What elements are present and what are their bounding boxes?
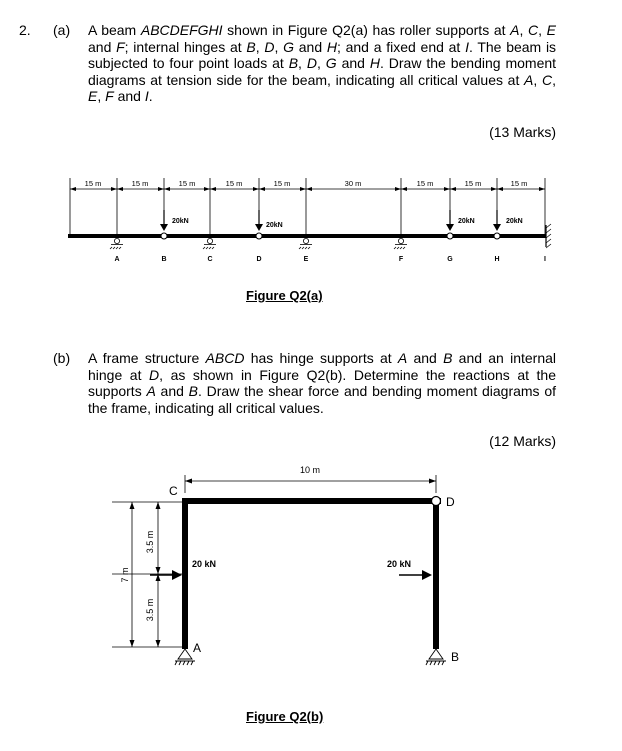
roller-support-a xyxy=(110,238,123,249)
load-arrow-g xyxy=(446,210,454,231)
point-label-i: I xyxy=(544,256,546,263)
node-label-c: C xyxy=(169,484,178,498)
load-arrow-right xyxy=(399,570,432,580)
beam xyxy=(68,234,546,238)
point-label-e: E xyxy=(303,256,309,263)
figure-q2a-caption: Figure Q2(a) xyxy=(246,288,323,303)
load-arrow-left xyxy=(150,570,182,580)
hinge-h xyxy=(494,233,500,239)
point-label-a: A xyxy=(114,256,120,263)
point-label-d: D xyxy=(256,256,262,263)
part-a-label: (a) xyxy=(53,22,71,38)
span-label: 15 m xyxy=(416,179,434,188)
upper-height-label: 3.5 m xyxy=(145,530,155,554)
span-label: 15 m xyxy=(464,179,482,188)
span-label: 15 m xyxy=(273,179,291,188)
total-height-label: 7 m xyxy=(120,567,130,583)
figure-q2a-beam xyxy=(0,0,622,300)
point-label-b: B xyxy=(161,256,167,263)
load-label: 20kN xyxy=(458,218,475,225)
frame-column-ac xyxy=(182,498,188,649)
load-label: 20kN xyxy=(506,218,523,225)
figure-q2b-caption: Figure Q2(b) xyxy=(246,709,324,724)
part-b-label: (b) xyxy=(53,350,71,366)
fixed-end-hatch xyxy=(546,224,551,248)
node-label-d: D xyxy=(446,495,455,509)
node-label-b: B xyxy=(451,650,460,664)
part-a-text: A beam ABCDEFGHI shown in Figure Q2(a) has roller supports at A, C, E and F; internal hinges at B, D, G and H; and a fixed end at I. The beam is subjected to four point loads at B, D, G and H. Draw the bending moment diagrams at tension side for the beam, indicating all critical values at A, C, E, F and I. xyxy=(88,22,557,104)
span-label: 15 m xyxy=(225,179,243,188)
hinge-b xyxy=(161,233,167,239)
load-label: 20kN xyxy=(266,222,283,229)
span-label: 15 m xyxy=(131,179,149,188)
roller-support-e xyxy=(299,238,312,249)
frame-beam-cd xyxy=(182,498,441,504)
point-label-f: F xyxy=(398,256,404,263)
hinge-g xyxy=(447,233,453,239)
load-arrow-b xyxy=(160,210,168,231)
lower-height-label: 3.5 m xyxy=(145,598,155,622)
span-label: 30 m xyxy=(344,179,362,188)
span-label: 15 m xyxy=(178,179,196,188)
load-label: 20kN xyxy=(172,218,189,225)
roller-support-c xyxy=(203,238,216,249)
frame-column-bd xyxy=(433,504,439,649)
load-right-label: 20 kN xyxy=(387,559,412,569)
hinge-support-b xyxy=(426,649,446,665)
figure-q2b-frame xyxy=(0,455,622,705)
hinge-support-a xyxy=(175,649,195,665)
hinge-d xyxy=(256,233,262,239)
load-left-label: 20 kN xyxy=(192,559,217,569)
point-label-h: H xyxy=(494,256,500,263)
roller-support-f xyxy=(394,238,407,249)
point-label-c: C xyxy=(207,256,213,263)
internal-hinge-d xyxy=(432,497,441,506)
node-label-a: A xyxy=(193,641,202,655)
point-label-g: G xyxy=(447,256,453,263)
part-b-text: A frame structure ABCD has hinge supports at A and B and an internal hinge at D, as shown in Figure Q2(b). Determine the reactions at the supports A and B. Draw the shear force and bending moment diagrams of the frame, indicating all critical values. xyxy=(88,350,556,416)
span-label: 15 m xyxy=(510,179,528,188)
question-number: 2. xyxy=(19,22,31,38)
beam-length-label: 10 m xyxy=(299,465,321,475)
span-label: 15 m xyxy=(84,179,102,188)
part-a-marks: (13 Marks) xyxy=(489,124,556,140)
part-b-marks: (12 Marks) xyxy=(489,433,556,449)
load-arrow-h xyxy=(493,210,501,231)
load-arrow-d xyxy=(255,210,263,231)
